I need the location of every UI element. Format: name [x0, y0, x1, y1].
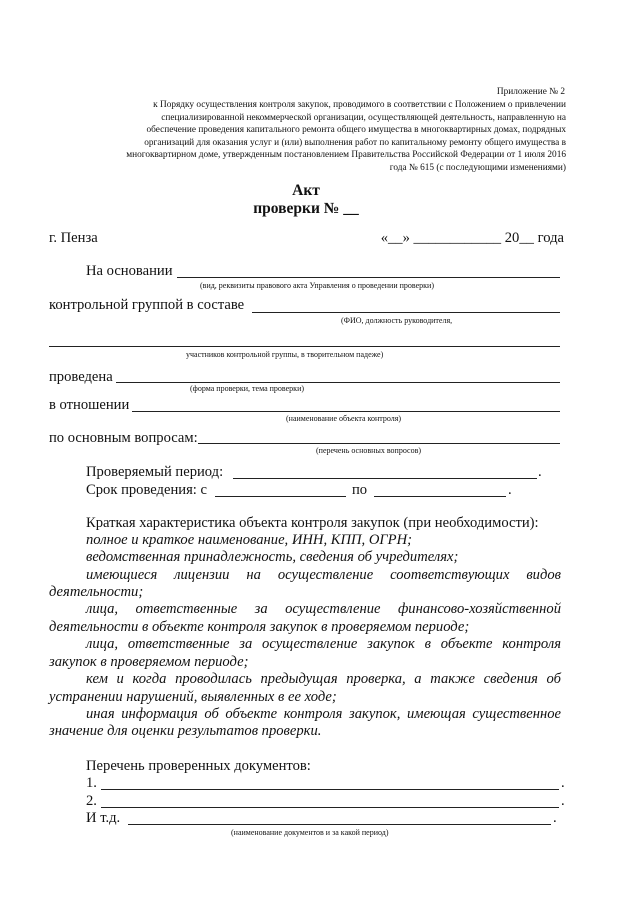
regarding-field[interactable] [132, 411, 560, 412]
checked-period-label: Проверяемый период: [86, 464, 224, 480]
characteristics-heading: Краткая характеристика объекта контроля закупок (при необходимости): [86, 515, 539, 531]
char-line: иная информация об объекте контроля закупок, имеющая существенное [86, 706, 561, 722]
char-line: закупок в проверяемом периоде; [49, 654, 249, 670]
group-field-2[interactable] [49, 346, 560, 347]
char-line: лица, ответственные за осуществление финансово-хозяйственной [86, 601, 561, 617]
char-line: полное и краткое наименование, ИНН, КПП, ОГРН; [86, 532, 412, 548]
document-item-number: 1. [86, 775, 97, 791]
duration-label: Срок проведения: с [86, 482, 207, 498]
char-line: лица, ответственные за осуществление закупок в объекте контроля [86, 636, 561, 652]
appendix-line: организаций для оказания услуг и (или) выполнения работ по капитальному ремонту общего имущества в [144, 137, 566, 148]
char-line: деятельности в объекте контроля закупок в проверяемом периоде; [49, 619, 470, 635]
basis-hint: (вид, реквизиты правового акта Управления о проведении проверки) [200, 281, 435, 290]
char-line: кем и когда проводилась предыдущая проверка, а также сведения об [86, 671, 561, 687]
regarding-hint: (наименование объекта контроля) [286, 414, 402, 423]
document-dot: . [553, 810, 557, 826]
city: г. Пенза [49, 230, 98, 246]
document-field-3[interactable] [128, 824, 551, 825]
basis-label: На основании [86, 263, 173, 279]
document-item-number: 2. [86, 793, 97, 809]
appendix-title: Приложение № 2 [496, 87, 565, 97]
char-line: значение для оценки результатов проверки. [49, 723, 322, 739]
conducted-field[interactable] [116, 382, 560, 383]
appendix-text [60, 99, 566, 174]
documents-heading: Перечень проверенных документов: [86, 758, 311, 774]
duration-from-field[interactable] [215, 496, 346, 497]
group-hint-2: участников контрольной группы, в творительном падеже) [186, 350, 384, 359]
checked-period-dot: . [538, 464, 542, 480]
group-field[interactable] [252, 312, 560, 313]
doc-title: Акт [292, 182, 320, 199]
appendix-line: к Порядку осуществления контроля закупок, проводимого в соответствии с Положением о привлечении [153, 100, 566, 110]
date-line: «__» ____________ 20__ года [380, 230, 564, 246]
appendix-line: специализированной некоммерческой организации, осуществляющей деятельность, направленную на [161, 112, 566, 123]
char-line: деятельности; [49, 584, 144, 600]
questions-label: по основным вопросам: [49, 430, 198, 446]
document-field-2[interactable] [101, 807, 559, 808]
document-dot: . [561, 793, 565, 809]
appendix-line: многоквартирном доме, утвержденным постановлением Правительства Российской Федерации от 1 июля 2016 [126, 150, 566, 160]
document-field-1[interactable] [101, 789, 559, 790]
doc-subtitle: проверки № __ [253, 200, 359, 217]
conducted-hint: (форма проверки, тема проверки) [190, 384, 305, 393]
appendix-line: обеспечение проведения капитального ремонта общего имущества в многоквартирных домах, подрядных [146, 125, 566, 135]
checked-period-field[interactable] [233, 478, 537, 479]
questions-hint: (перечень основных вопросов) [316, 446, 422, 455]
char-line: устранении нарушений, выявленных в ее ходе; [49, 689, 337, 705]
char-line: ведомственная принадлежность, сведения об учредителях; [86, 549, 459, 565]
duration-dot: . [508, 482, 512, 498]
appendix-line: года № 615 (с последующими изменениями) [389, 162, 566, 173]
basis-field[interactable] [177, 277, 560, 278]
group-hint-1: (ФИО, должность руководителя, [341, 316, 453, 325]
questions-field[interactable] [198, 443, 560, 444]
char-line: имеющиеся лицензии на осуществление соответствующих видов [86, 567, 561, 583]
documents-hint: (наименование документов и за какой период) [231, 828, 389, 837]
regarding-label: в отношении [49, 397, 130, 413]
conducted-label: проведена [49, 369, 113, 385]
document-item-number: И т.д. [86, 810, 121, 826]
document-dot: . [561, 775, 565, 791]
duration-to-label: по [352, 482, 368, 498]
duration-to-field[interactable] [374, 496, 506, 497]
group-label: контрольной группой в составе [49, 297, 245, 313]
